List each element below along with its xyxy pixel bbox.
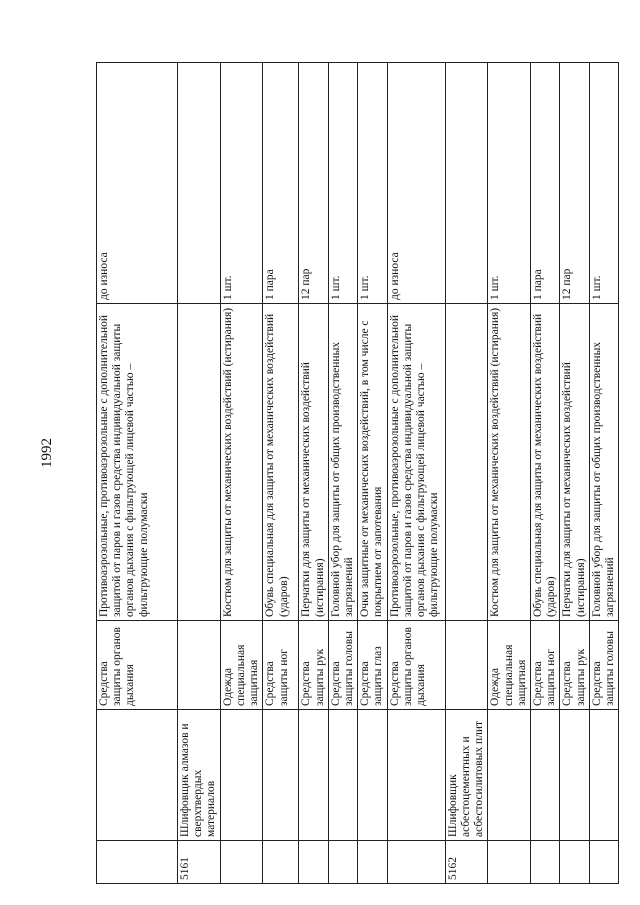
profession-cell <box>358 710 387 841</box>
ppe-description-cell: Головной убор для защиты от общих производственных загрязнений <box>328 304 357 621</box>
issue-norm-cell: 1 шт. <box>220 63 263 304</box>
profession-cell <box>560 710 589 841</box>
profession-cell <box>263 710 299 841</box>
ppe-description-cell: Противоаэрозольные, противоаэрозольные с дополнительной защитой от паров и газов средства индивидуальной защиты органов дыхания с фильтрующей лицевой частью – фильтрующие полумаски <box>387 304 445 621</box>
table-row <box>328 63 357 884</box>
code-cell <box>488 841 531 884</box>
profession-cell <box>299 710 328 841</box>
profession-cell <box>387 710 445 841</box>
profession-cell: Шлифовщик алмазов и сверхтвердых материалов <box>178 710 221 841</box>
ppe-type-cell: Средства защиты органов дыхания <box>387 621 445 710</box>
issue-norm-cell: 1 шт. <box>358 63 387 304</box>
code-cell <box>358 841 387 884</box>
code-cell <box>299 841 328 884</box>
table-row <box>560 63 589 884</box>
ppe-table-region <box>96 63 617 884</box>
table-row <box>387 63 445 884</box>
table-row <box>589 63 618 884</box>
ppe-type-cell: Средства защиты ног <box>530 621 559 710</box>
profession-cell <box>488 710 531 841</box>
profession-cell: Шлифовщик асбестоцементных и асбестосилитовых плит <box>445 710 488 841</box>
table-row <box>358 63 387 884</box>
page-number: 1992 <box>38 438 55 468</box>
code-cell <box>328 841 357 884</box>
ppe-type-cell <box>445 621 488 710</box>
ppe-type-cell: Средства защиты ног <box>263 621 299 710</box>
ppe-type-cell: Средства защиты головы <box>589 621 618 710</box>
ppe-description-cell: Обувь специальная для защиты от механических воздействий (ударов) <box>263 304 299 621</box>
ppe-description-cell: Противоаэрозольные, противоаэрозольные с дополнительной защитой от паров и газов средства индивидуальной защиты органов дыхания с фильтрующей лицевой частью – фильтрующие полумаски <box>97 304 178 621</box>
ppe-type-cell: Средства защиты рук <box>560 621 589 710</box>
ppe-type-cell: Средства защиты глаз <box>358 621 387 710</box>
issue-norm-cell: 1 шт. <box>488 63 531 304</box>
ppe-type-cell: Средства защиты головы <box>328 621 357 710</box>
code-cell <box>220 841 263 884</box>
ppe-description-cell: Костюм для защиты от механических воздействий (истирания) <box>220 304 263 621</box>
table-row <box>530 63 559 884</box>
ppe-description-cell: Обувь специальная для защиты от механических воздействий (ударов) <box>530 304 559 621</box>
ppe-norms-table <box>96 62 619 884</box>
profession-cell <box>97 710 178 841</box>
ppe-description-cell <box>178 304 221 621</box>
table-row <box>488 63 531 884</box>
table-row <box>445 63 488 884</box>
issue-norm-cell: 12 пар <box>560 63 589 304</box>
issue-norm-cell: 1 пара <box>530 63 559 304</box>
issue-norm-cell: до износа <box>387 63 445 304</box>
table-row <box>299 63 328 884</box>
code-cell <box>387 841 445 884</box>
issue-norm-cell: 1 пара <box>263 63 299 304</box>
profession-cell <box>328 710 357 841</box>
ppe-type-cell: Одежда специальная защитная <box>488 621 531 710</box>
table-row <box>97 63 178 884</box>
code-cell: 5161 <box>178 841 221 884</box>
profession-cell <box>589 710 618 841</box>
ppe-description-cell <box>445 304 488 621</box>
issue-norm-cell: 1 шт. <box>589 63 618 304</box>
issue-norm-cell: до износа <box>97 63 178 304</box>
issue-norm-cell: 12 пар <box>299 63 328 304</box>
ppe-type-cell: Средства защиты рук <box>299 621 328 710</box>
ppe-description-cell: Перчатки для защиты от механических воздействий (истирания) <box>299 304 328 621</box>
code-cell <box>97 841 178 884</box>
table-row <box>178 63 221 884</box>
ppe-type-cell: Одежда специальная защитная <box>220 621 263 710</box>
code-cell <box>530 841 559 884</box>
issue-norm-cell <box>445 63 488 304</box>
profession-cell <box>220 710 263 841</box>
table-row <box>220 63 263 884</box>
code-cell <box>263 841 299 884</box>
rotated-table-frame <box>96 63 617 884</box>
code-cell <box>560 841 589 884</box>
issue-norm-cell: 1 шт. <box>328 63 357 304</box>
table-row <box>263 63 299 884</box>
ppe-description-cell: Очки защитные от механических воздействий, в том числе с покрытием от запотевания <box>358 304 387 621</box>
code-cell <box>589 841 618 884</box>
profession-cell <box>530 710 559 841</box>
ppe-description-cell: Перчатки для защиты от механических воздействий (истирания) <box>560 304 589 621</box>
ppe-description-cell: Головной убор для защиты от общих производственных загрязнений <box>589 304 618 621</box>
table-body <box>97 63 619 884</box>
ppe-type-cell: Средства защиты органов дыхания <box>97 621 178 710</box>
ppe-description-cell: Костюм для защиты от механических воздействий (истирания) <box>488 304 531 621</box>
ppe-type-cell <box>178 621 221 710</box>
issue-norm-cell <box>178 63 221 304</box>
code-cell: 5162 <box>445 841 488 884</box>
